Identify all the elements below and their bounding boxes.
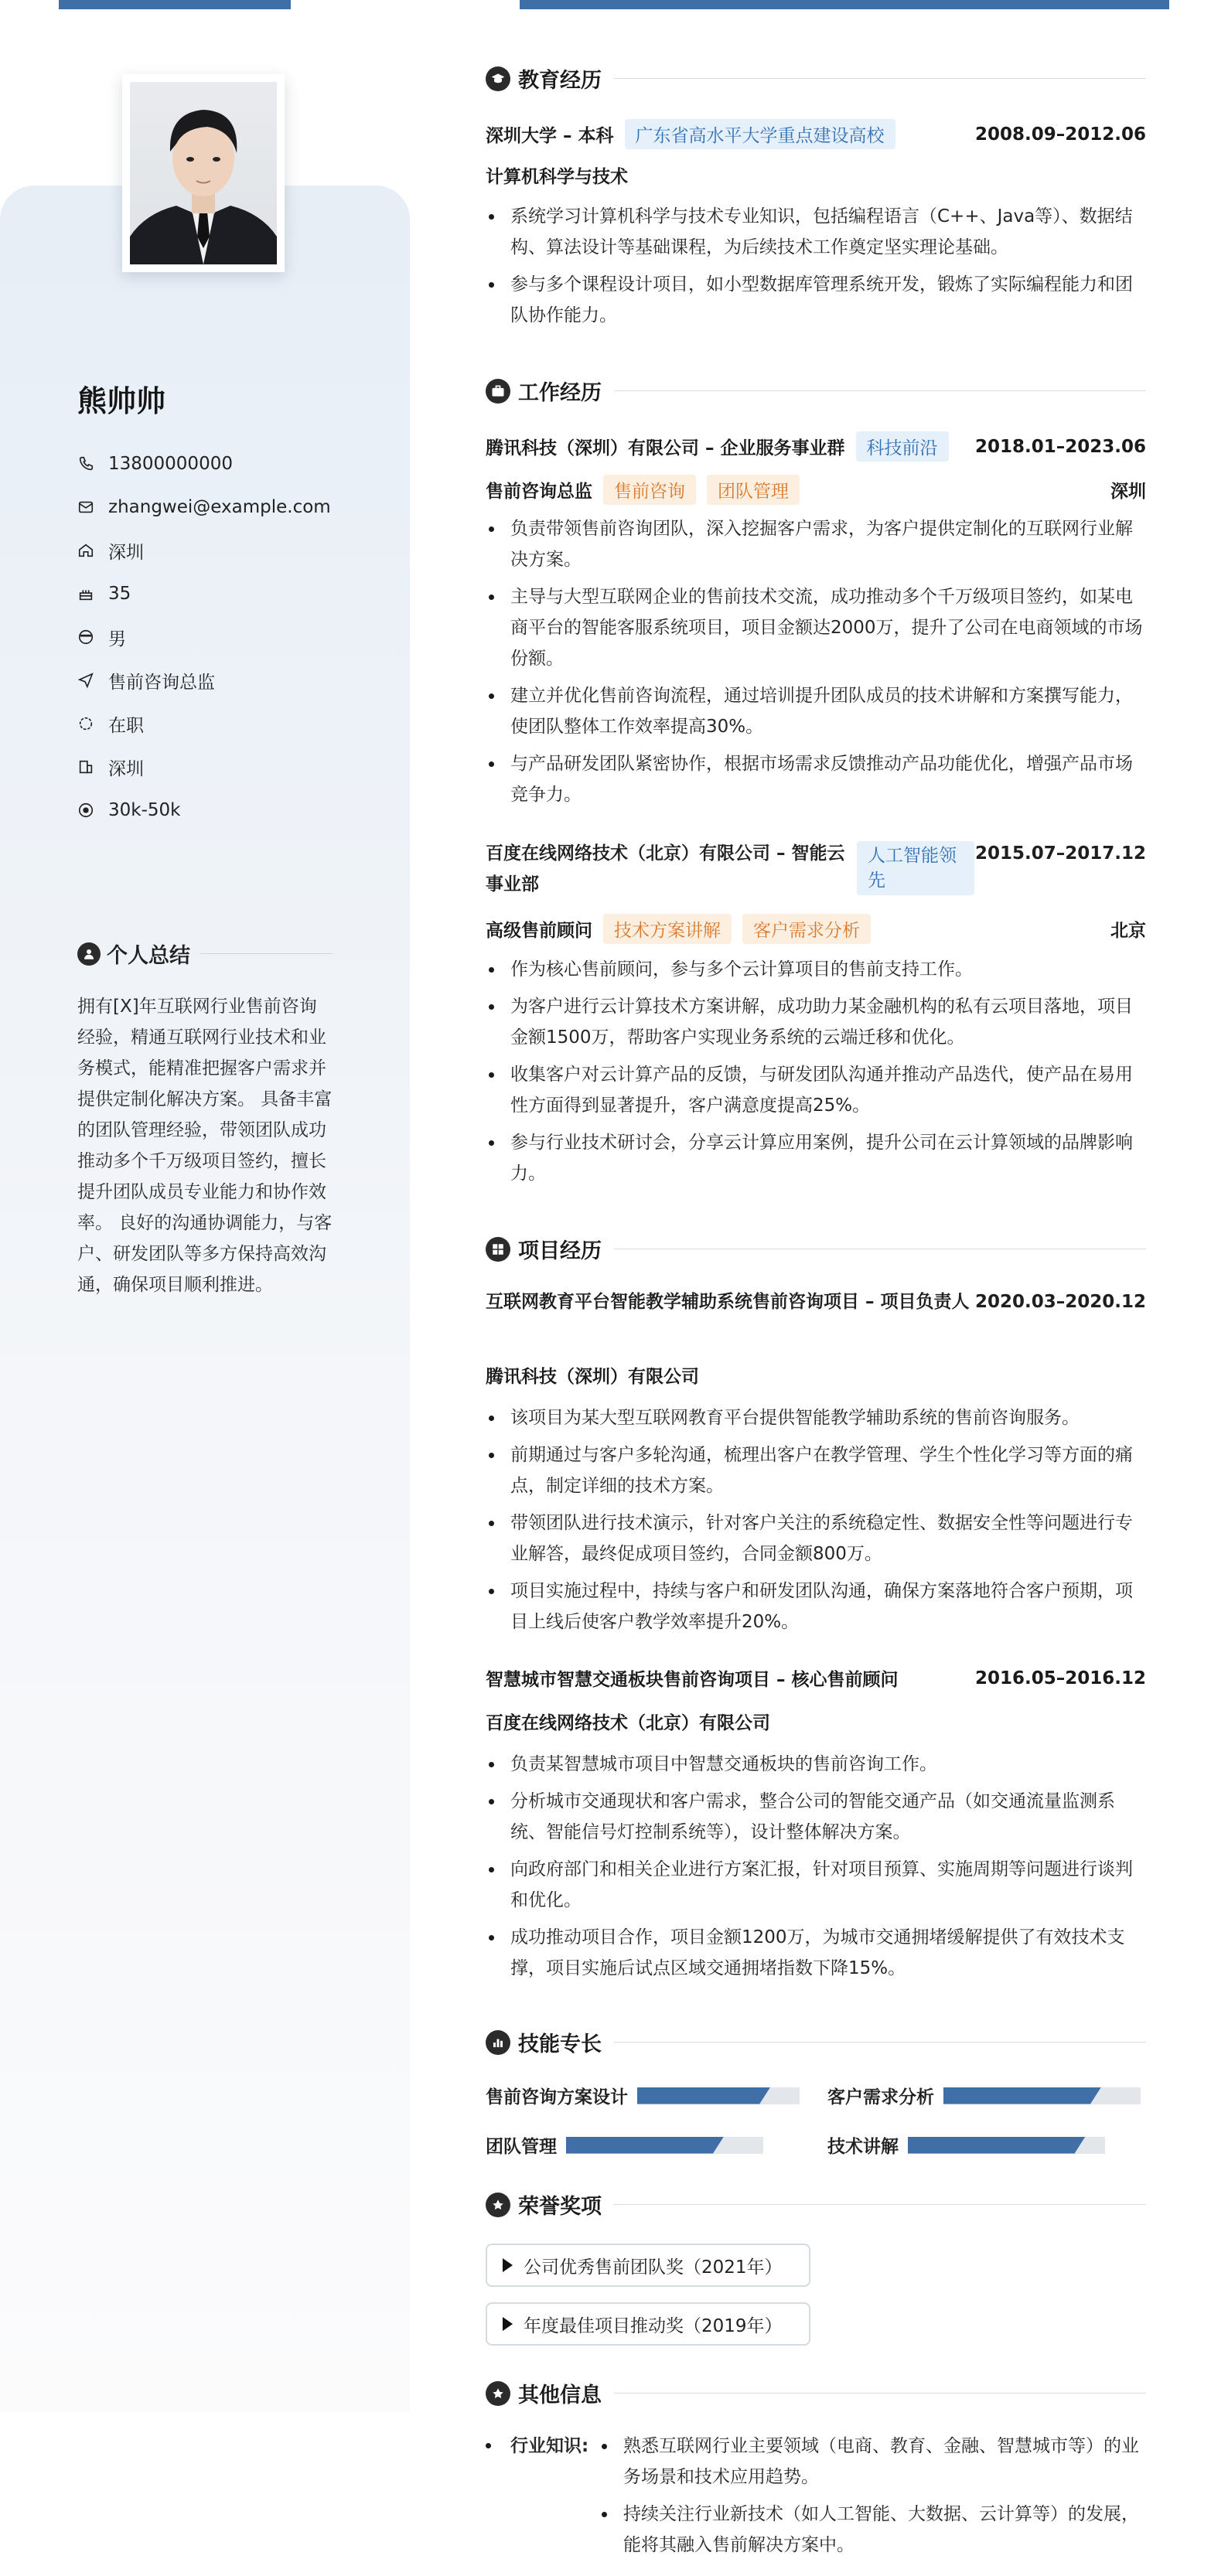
skill-1-bar <box>637 2087 800 2104</box>
job-2-role-tag-2: 客户需求分析 <box>742 914 871 944</box>
job-1-role-tag-2: 团队管理 <box>707 475 800 505</box>
job-2-role-line <box>486 914 871 944</box>
education-divider <box>614 78 1146 79</box>
project-2-company-row <box>486 1709 1146 1734</box>
other-label: 行业知识: <box>510 2436 589 2456</box>
job-1-role: 售前咨询总监 <box>486 482 592 502</box>
skills-title: 技能专长 <box>518 2033 602 2056</box>
job-2-company: 百度在线网络技术（北京）有限公司 – 智能云事业部 <box>486 843 845 894</box>
other-bullet <box>486 2443 491 2448</box>
projects-title: 项目经历 <box>518 1239 602 1263</box>
other-title: 其他信息 <box>518 2383 602 2407</box>
award-2-text: 年度最佳项目推动奖（2019年） <box>524 2315 783 2336</box>
skills-heading <box>486 2027 1146 2057</box>
project-2-name: 智慧城市智慧交通板块售前咨询项目 – 核心售前顾问 <box>486 1670 899 1690</box>
list-item: 主导与大型互联网企业的售前技术交流，成功推动多个千万级项目签约，如某电商平台的智能客服系统项目，项目金额达2000万，提升了公司在电商领域的市场份额。 <box>486 581 1146 674</box>
work-divider <box>614 390 1146 391</box>
education-bullets <box>486 201 1146 337</box>
contact-phone <box>77 442 331 486</box>
contact-status <box>77 702 331 745</box>
job-1-role-row <box>486 475 1146 505</box>
skill-2-bar-fill <box>943 2087 1101 2104</box>
job-2-period: 2015.07–2017.12 <box>974 843 1146 864</box>
building-icon <box>77 758 94 775</box>
contact-age <box>77 572 331 615</box>
list-item: 与产品研发团队紧密协作，根据市场需求反馈推动产品功能优化，增强产品市场竞争力。 <box>486 748 1146 810</box>
skill-3 <box>486 2132 763 2158</box>
contact-work-city <box>77 745 331 789</box>
job-2-header <box>486 838 1146 900</box>
summary-text: 拥有[X]年互联网行业售前咨询经验，精通互联网行业技术和业务模式，能精准把握客户需求并提供定制化解决方案。 具备丰富的团队管理经验，带领团队成功推动多个千万级项目签约，擅长提升团队成员专业能力和协作效率。 良好的沟通协调能力，与客户、研发团队等多方保持高效沟通，确保项目顺利推进。 <box>77 997 333 1295</box>
education-major: 计算机科学与技术 <box>486 167 628 187</box>
list-item: 参与行业技术研讨会，分享云计算应用案例，提升公司在云计算领域的品牌影响力。 <box>486 1127 1146 1189</box>
list-item: 带领团队进行技术演示，针对客户关注的系统稳定性、数据安全性等问题进行专业解答，最终促成项目签约，合同金额800万。 <box>486 1508 1146 1569</box>
job-2-role-tag-1: 技术方案讲解 <box>603 914 732 944</box>
contact-gender-text: 男 <box>108 629 126 649</box>
info-icon <box>486 2381 510 2406</box>
list-item: 前期通过与客户多轮沟通，梳理出客户在教学管理、学生个性化学习等方面的痛点，制定详细的技术方案。 <box>486 1440 1146 1501</box>
project-2-bullets <box>486 1749 1146 1990</box>
home-icon <box>77 542 94 559</box>
list-item: 建立并优化售前咨询流程，通过培训提升团队成员的技术讲解和方案撰写能力，使团队整体工作效率提高30%。 <box>486 680 1146 742</box>
education-row <box>486 119 1146 149</box>
contact-age-text: 35 <box>108 584 131 604</box>
skill-2-name: 客户需求分析 <box>827 2087 934 2107</box>
mail-icon <box>77 499 94 516</box>
skill-1-bar-fill <box>637 2087 770 2104</box>
education-title: 教育经历 <box>518 69 602 93</box>
contact-location <box>77 529 331 572</box>
medal-icon <box>486 2193 510 2217</box>
job-2-city: 北京 <box>1110 921 1146 941</box>
list-item: 项目实施过程中，持续与客户和研发团队沟通，确保方案落地符合客户预期，项目上线后使客户教学效率提升20%。 <box>486 1576 1146 1637</box>
contact-gender <box>77 615 331 659</box>
project-1-name: 互联网教育平台智能教学辅助系统售前咨询项目 – 项目负责人 <box>486 1292 970 1312</box>
job-1-city: 深圳 <box>1110 482 1146 502</box>
education-heading <box>486 63 1146 94</box>
graduation-cap-icon <box>486 66 510 91</box>
job-1-tag: 科技前沿 <box>856 431 949 462</box>
top-accent-bar-left <box>59 0 291 9</box>
list-item: 参与多个课程设计项目，如小型数据库管理系统开发，锻炼了实际编程能力和团队协作能力。 <box>486 269 1146 331</box>
summary-heading <box>77 939 333 969</box>
education-school-line <box>486 119 895 149</box>
skill-2 <box>827 2083 1141 2108</box>
skill-4 <box>827 2132 1105 2158</box>
list-item: 负责带领售前咨询团队，深入挖掘客户需求，为客户提供定制化的互联网行业解决方案。 <box>486 513 1146 575</box>
awards-divider <box>614 2204 1146 2205</box>
contact-list <box>77 442 331 832</box>
job-2-tag: 人工智能领先 <box>857 841 974 895</box>
list-item: 系统学习计算机科学与技术专业知识，包括编程语言（C++、Java等）、数据结构、算法设计等基础课程，为后续技术工作奠定坚实理论基础。 <box>486 201 1146 263</box>
grid-icon <box>486 1237 510 1262</box>
award-1-text: 公司优秀售前团队奖（2021年） <box>524 2257 783 2278</box>
summary-divider <box>200 953 333 954</box>
contact-work-city-text: 深圳 <box>108 758 144 779</box>
project-2-company: 百度在线网络技术（北京）有限公司 <box>486 1713 770 1733</box>
project-2-period: 2016.05–2016.12 <box>974 1668 1146 1688</box>
education-school: 深圳大学 – 本科 <box>486 126 614 146</box>
skill-1 <box>486 2083 800 2108</box>
money-icon <box>77 802 94 819</box>
contact-status-text: 在职 <box>108 715 144 736</box>
other-heading <box>486 2378 1146 2408</box>
skills-divider <box>614 2042 1146 2043</box>
contact-phone-text: 13800000000 <box>108 454 233 474</box>
contact-salary <box>77 789 331 832</box>
contact-position <box>77 659 331 702</box>
list-item: 作为核心售前顾问，参与多个云计算项目的售前支持工作。 <box>486 954 1146 985</box>
awards-title: 荣誉奖项 <box>518 2195 602 2219</box>
avatar <box>130 82 277 264</box>
education-major-row <box>486 162 1146 188</box>
project-1-period: 2020.03–2020.12 <box>974 1292 1146 1312</box>
awards-heading <box>486 2189 1146 2220</box>
job-1-role-tag-1: 售前咨询 <box>603 475 696 505</box>
play-icon <box>503 2258 513 2272</box>
project-2-header <box>486 1665 1146 1691</box>
contact-email-text: zhangwei@example.com <box>108 497 331 517</box>
work-heading <box>486 376 1146 406</box>
list-item: 向政府部门和相关企业进行方案汇报，针对项目预算、实施周期等问题进行谈判和优化。 <box>486 1854 1146 1916</box>
project-1-header <box>486 1286 1146 1348</box>
summary-title: 个人总结 <box>107 944 190 968</box>
project-1-bullets <box>486 1402 1146 1644</box>
phone-icon <box>77 455 94 472</box>
job-2-role-row <box>486 914 1146 944</box>
skill-3-bar <box>566 2137 763 2154</box>
award-2[interactable] <box>486 2302 810 2346</box>
job-1-bullets <box>486 513 1146 816</box>
job-2-role: 高级售前顾问 <box>486 921 592 941</box>
contact-location-text: 深圳 <box>108 542 144 563</box>
education-period: 2008.09–2012.06 <box>974 124 1146 145</box>
job-1-company: 腾讯科技（深圳）有限公司 – 企业服务事业群 <box>486 438 845 458</box>
contact-email <box>77 486 331 529</box>
skill-2-bar <box>943 2087 1141 2104</box>
play-icon <box>503 2317 513 2331</box>
skill-3-name: 团队管理 <box>486 2137 557 2157</box>
skill-4-name: 技术讲解 <box>827 2137 899 2157</box>
job-2-bullets <box>486 954 1146 1195</box>
project-1-company: 腾讯科技（深圳）有限公司 <box>486 1367 699 1387</box>
education-tag: 广东省高水平大学重点建设高校 <box>625 119 895 149</box>
award-1[interactable] <box>486 2244 810 2287</box>
list-item: 负责某智慧城市项目中智慧交通板块的售前咨询工作。 <box>486 1749 1146 1780</box>
skill-4-bar <box>908 2137 1105 2154</box>
projects-heading <box>486 1234 1146 1264</box>
work-title: 工作经历 <box>518 381 602 405</box>
status-icon <box>77 715 94 732</box>
job-1-header <box>486 431 1146 462</box>
person-name: 熊帅帅 <box>77 384 166 418</box>
person-icon <box>77 629 94 646</box>
list-item: 为客户进行云计算技术方案讲解，成功助力某金融机构的私有云项目落地，项目金额1500万，帮助客户实现业务系统的云端迁移和优化。 <box>486 991 1146 1053</box>
project-1-company-row <box>486 1362 1146 1388</box>
briefcase-icon <box>486 379 510 404</box>
skill-3-bar-fill <box>566 2137 724 2154</box>
list-item: 该项目为某大型互联网教育平台提供智能教学辅助系统的售前咨询服务。 <box>486 1402 1146 1433</box>
list-item: 成功推动项目合作，项目金额1200万，为城市交通拥堵缓解提供了有效技术支撑，项目实施后试点区域交通拥堵指数下降15%。 <box>486 1922 1146 1984</box>
other-bullets <box>599 2431 1146 2567</box>
skill-1-name: 售前咨询方案设计 <box>486 2087 628 2107</box>
chart-icon <box>486 2030 510 2055</box>
profile-photo <box>122 74 285 272</box>
cake-icon <box>77 585 94 602</box>
list-item: 分析城市交通现状和客户需求，整合公司的智能交通产品（如交通流量监测系统、智能信号灯控制系统等），设计整体解决方案。 <box>486 1786 1146 1848</box>
contact-salary-text: 30k-50k <box>108 800 181 820</box>
list-item: 收集客户对云计算产品的反馈，与研发团队沟通并推动产品迭代，使产品在易用性方面得到显著提升，客户满意度提高25%。 <box>486 1059 1146 1121</box>
list-item: 持续关注行业新技术（如人工智能、大数据、云计算等）的发展，能将其融入售前解决方案中。 <box>599 2499 1146 2561</box>
skill-4-bar-fill <box>908 2137 1086 2154</box>
job-1-company-line <box>486 431 949 462</box>
other-divider <box>614 2393 1146 2394</box>
user-circle-icon <box>77 942 101 966</box>
contact-position-text: 售前咨询总监 <box>108 672 215 693</box>
top-accent-bar-right <box>520 0 1169 9</box>
list-item: 熟悉互联网行业主要领域（电商、教育、金融、智慧城市等）的业务场景和技术应用趋势。 <box>599 2431 1146 2493</box>
job-1-period: 2018.01–2023.06 <box>974 436 1146 457</box>
send-icon <box>77 672 94 689</box>
job-1-role-line <box>486 475 800 505</box>
